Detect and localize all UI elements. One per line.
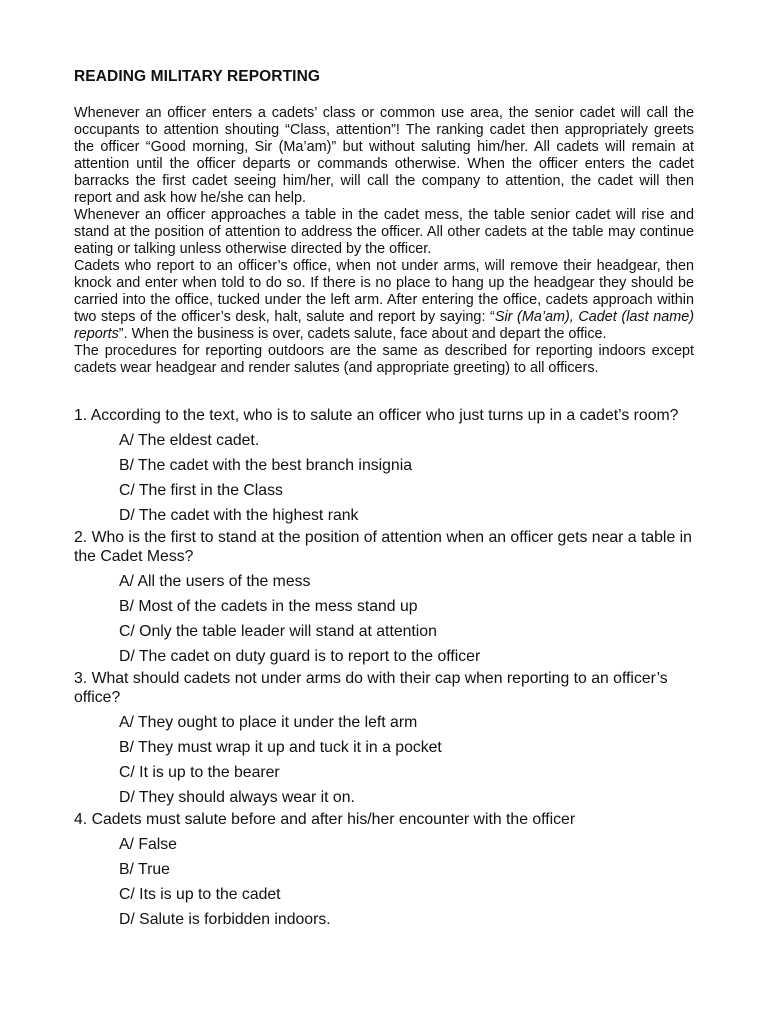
answer-option: D/ The cadet with the highest rank bbox=[119, 507, 359, 524]
question-2 bbox=[74, 528, 694, 669]
question-3 bbox=[74, 669, 694, 810]
question-list bbox=[74, 406, 694, 932]
answer-option: C/ The first in the Class bbox=[119, 482, 283, 499]
answer-option: A/ The eldest cadet. bbox=[119, 432, 260, 449]
answer-option: A/ All the users of the mess bbox=[119, 573, 311, 590]
passage-paragraph-4: The procedures for reporting outdoors are the same as described for reporting indoors except cadets wear headgear and render salutes (and appropriate greeting) to all officers. bbox=[74, 343, 694, 376]
passage-paragraph-3-end: ”. When the business is over, cadets salute, face about and depart the office. bbox=[118, 326, 607, 342]
answer-option: B/ They must wrap it up and tuck it in a pocket bbox=[119, 739, 442, 756]
answer-options bbox=[74, 832, 694, 932]
question-text: 3. What should cadets not under arms do with their cap when reporting to an officer’s office? bbox=[74, 670, 668, 706]
question-text: 4. Cadets must salute before and after his/her encounter with the officer bbox=[74, 811, 576, 828]
question-text: 2. Who is the first to stand at the position of attention when an officer gets near a table in the Cadet Mess? bbox=[74, 529, 692, 565]
answer-option: B/ True bbox=[119, 861, 170, 878]
reading-passage bbox=[74, 105, 694, 377]
answer-option: D/ The cadet on duty guard is to report to the officer bbox=[119, 648, 481, 665]
passage-paragraph-2: Whenever an officer approaches a table in the cadet mess, the table senior cadet will rise and stand at the position of attention to address the officer. All other cadets at the table may continue eating or talking unless otherwise directed by the officer. bbox=[74, 207, 694, 257]
answer-option: D/ Salute is forbidden indoors. bbox=[119, 911, 331, 928]
passage-paragraph-1: Whenever an officer enters a cadets’ class or common use area, the senior cadet will call the occupants to attention shouting “Class, attention”! The ranking cadet then appropriately greets the officer “Good morning, Sir (Ma’am)” but without saluting him/her. All cadets will remain at attention until the officer departs or commands otherwise. When the officer enters the cadet barracks the first cadet seeing him/her, will call the company to attention, the cadet will then report and ask how he/she can help. bbox=[74, 105, 694, 206]
answer-options bbox=[74, 569, 694, 669]
answer-option: B/ Most of the cadets in the mess stand up bbox=[119, 598, 418, 615]
answer-option: B/ The cadet with the best branch insignia bbox=[119, 457, 413, 474]
question-text: 1. According to the text, who is to salute an officer who just turns up in a cadet’s room? bbox=[74, 407, 679, 424]
answer-option: C/ Only the table leader will stand at attention bbox=[119, 623, 437, 640]
question-4 bbox=[74, 810, 694, 932]
passage-paragraph-3 bbox=[74, 258, 694, 343]
passage-paragraph-3-text: Cadets who report to an officer’s office, when not under arms, will remove their headgear, then knock and enter when told to do so. If there is no place to hang up the headgear they should be carried into the office, tucked under the left arm. After entering the office, cadets approach within two steps of the officer’s desk, halt, salute and report by saying: “ bbox=[74, 258, 694, 325]
question-1 bbox=[74, 406, 694, 528]
answer-option: A/ They ought to place it under the left arm bbox=[119, 714, 418, 731]
answer-option: C/ Its is up to the cadet bbox=[119, 886, 281, 903]
answer-options bbox=[74, 428, 694, 528]
answer-option: A/ False bbox=[119, 836, 177, 853]
answer-options bbox=[74, 710, 694, 810]
report-phrase: Sir (Ma’am), Cadet (last name) reports bbox=[74, 309, 694, 342]
answer-option: C/ It is up to the bearer bbox=[119, 764, 280, 781]
document-title: READING MILITARY REPORTING bbox=[74, 68, 321, 85]
answer-option: D/ They should always wear it on. bbox=[119, 789, 355, 806]
